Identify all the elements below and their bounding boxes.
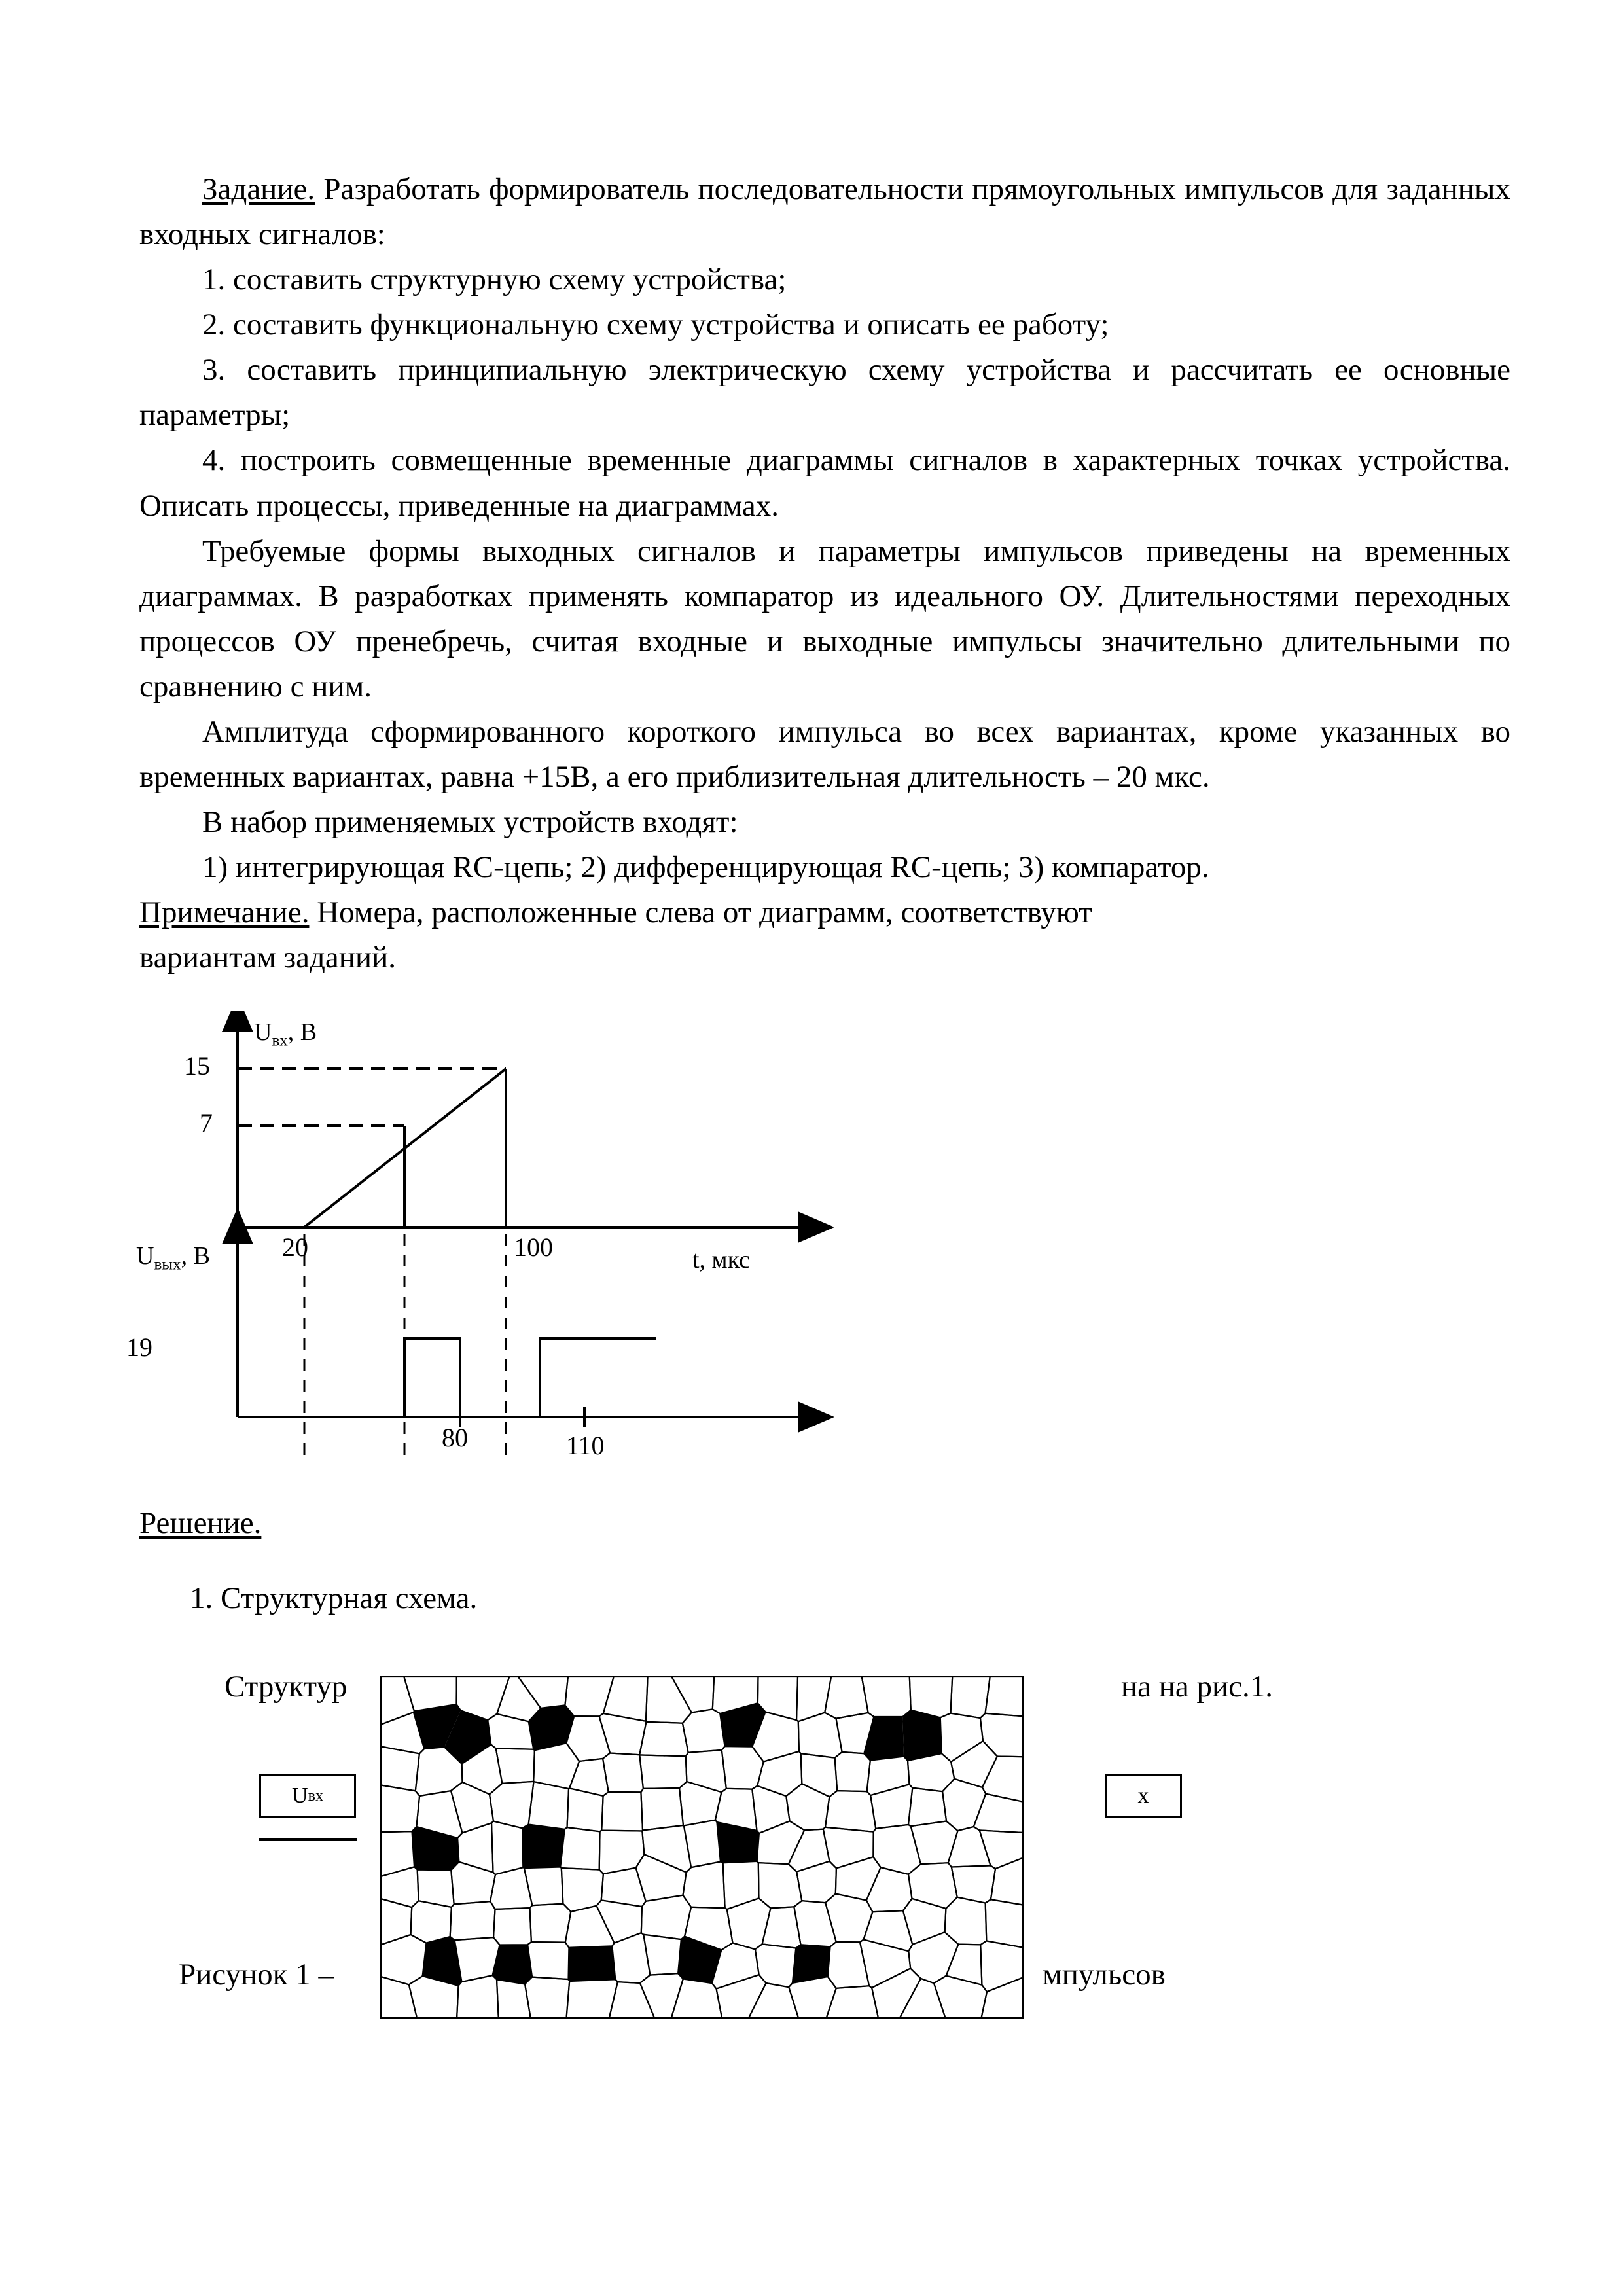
document-body (139, 167, 1510, 980)
paragraph-amplitude (139, 709, 1510, 800)
paragraph-item1 (139, 257, 1510, 302)
x-tick-label-100: 100 (514, 1232, 553, 1262)
x-tick-label-20: 20 (282, 1232, 308, 1262)
input-lead-line (259, 1838, 357, 1841)
x-tick-label-110: 110 (566, 1431, 605, 1460)
variant-number-label: 19 (126, 1333, 152, 1362)
paragraph-item4 (139, 438, 1510, 528)
voronoi-occlusion-overlay (380, 1676, 1024, 2019)
figure-caption-right: мпульсов (1043, 1958, 1166, 1992)
item3-text: 3. составить принципиальную электрическую схему устройства и рассчитать ее основные параметры; (139, 353, 1510, 433)
timing-diagram-figure (126, 1011, 885, 1489)
paragraph-item2 (139, 302, 1510, 348)
paragraph-item3 (139, 348, 1510, 438)
structural-scheme-item: 1. Структурная схема. (190, 1581, 478, 1615)
paragraph-note (139, 890, 1510, 935)
y-tick-label-15: 15 (184, 1051, 210, 1081)
note-text: Номера, расположенные слева от диаграмм, соответствуют (309, 895, 1092, 930)
requirements-text: Требуемые формы выходных сигналов и параметры импульсов приведены на временных диаграммах. В разработках применять компаратор из идеального ОУ. Длительностями переходных процессов ОУ пренебречь, считая входные и выходные импульсы значительно длительными по сравнению с ним. (139, 533, 1510, 704)
note-lead: Примечание. (139, 895, 310, 930)
paragraph-devices-intro (139, 800, 1510, 845)
task-lead: Задание. (202, 172, 315, 206)
output-signal-box (1105, 1774, 1182, 1818)
amplitude-text: Амплитуда сформированного короткого импульса во всех вариантах, кроме указанных во временных вариантах, равна +15В, а его приблизительная длительность – 20 мкс. (139, 714, 1510, 795)
input-axis-label-sub: вх (272, 1031, 288, 1050)
item2-text: 2. составить функциональную схему устройства и описать ее работу; (202, 308, 1109, 342)
output-axis-label-sub: вых (154, 1255, 181, 1274)
output-axis-label: $U_{вых}$, В (136, 1242, 210, 1274)
task-text: Разработать формирователь последовательности прямоугольных импульсов для заданных входных сигналов: (139, 172, 1510, 252)
item4-text: 4. построить совмещенные временные диаграммы сигналов в характерных точках устройства. Описать процессы, приведенные на диаграммах. (139, 443, 1510, 523)
paragraph-task (139, 167, 1510, 257)
input-axis-label-unit: , В (287, 1018, 317, 1046)
x-tick-label-80: 80 (442, 1423, 468, 1452)
devices-list-text: 1) интегрирующая RC-цепь; 2) дифференцирующая RC-цепь; 3) компаратор. (202, 850, 1209, 885)
y-tick-label-7: 7 (200, 1108, 213, 1138)
paragraph-requirements (139, 529, 1510, 709)
devices-intro-text: В набор применяемых устройств входят: (202, 805, 738, 840)
figure-caption-left: Рисунок 1 – (179, 1958, 334, 1992)
input-box-label: U (292, 1784, 308, 1808)
input-ramp-trace (238, 1069, 506, 1227)
note2-text: вариантам заданий. (139, 941, 396, 975)
structural-scheme-figure (139, 1649, 1510, 2042)
item1-text: 1. составить структурную схему устройства; (202, 262, 787, 297)
structural-text-right: на на рис.1. (1121, 1670, 1274, 1704)
input-axis-label: $U_{вх}$, В (254, 1018, 317, 1050)
paragraph-note2 (139, 935, 1510, 980)
input-box-sub: вх (308, 1787, 323, 1804)
output-pulse-trace (238, 1338, 656, 1417)
input-signal-box (259, 1774, 356, 1818)
solution-heading: Решение. (139, 1506, 262, 1540)
paragraph-devices-list (139, 845, 1510, 890)
time-axis-label: t, мкс (692, 1246, 750, 1274)
output-box-label: х (1137, 1784, 1149, 1808)
output-axis-label-unit: , В (181, 1242, 210, 1270)
structural-text-left: Структур (224, 1670, 348, 1704)
